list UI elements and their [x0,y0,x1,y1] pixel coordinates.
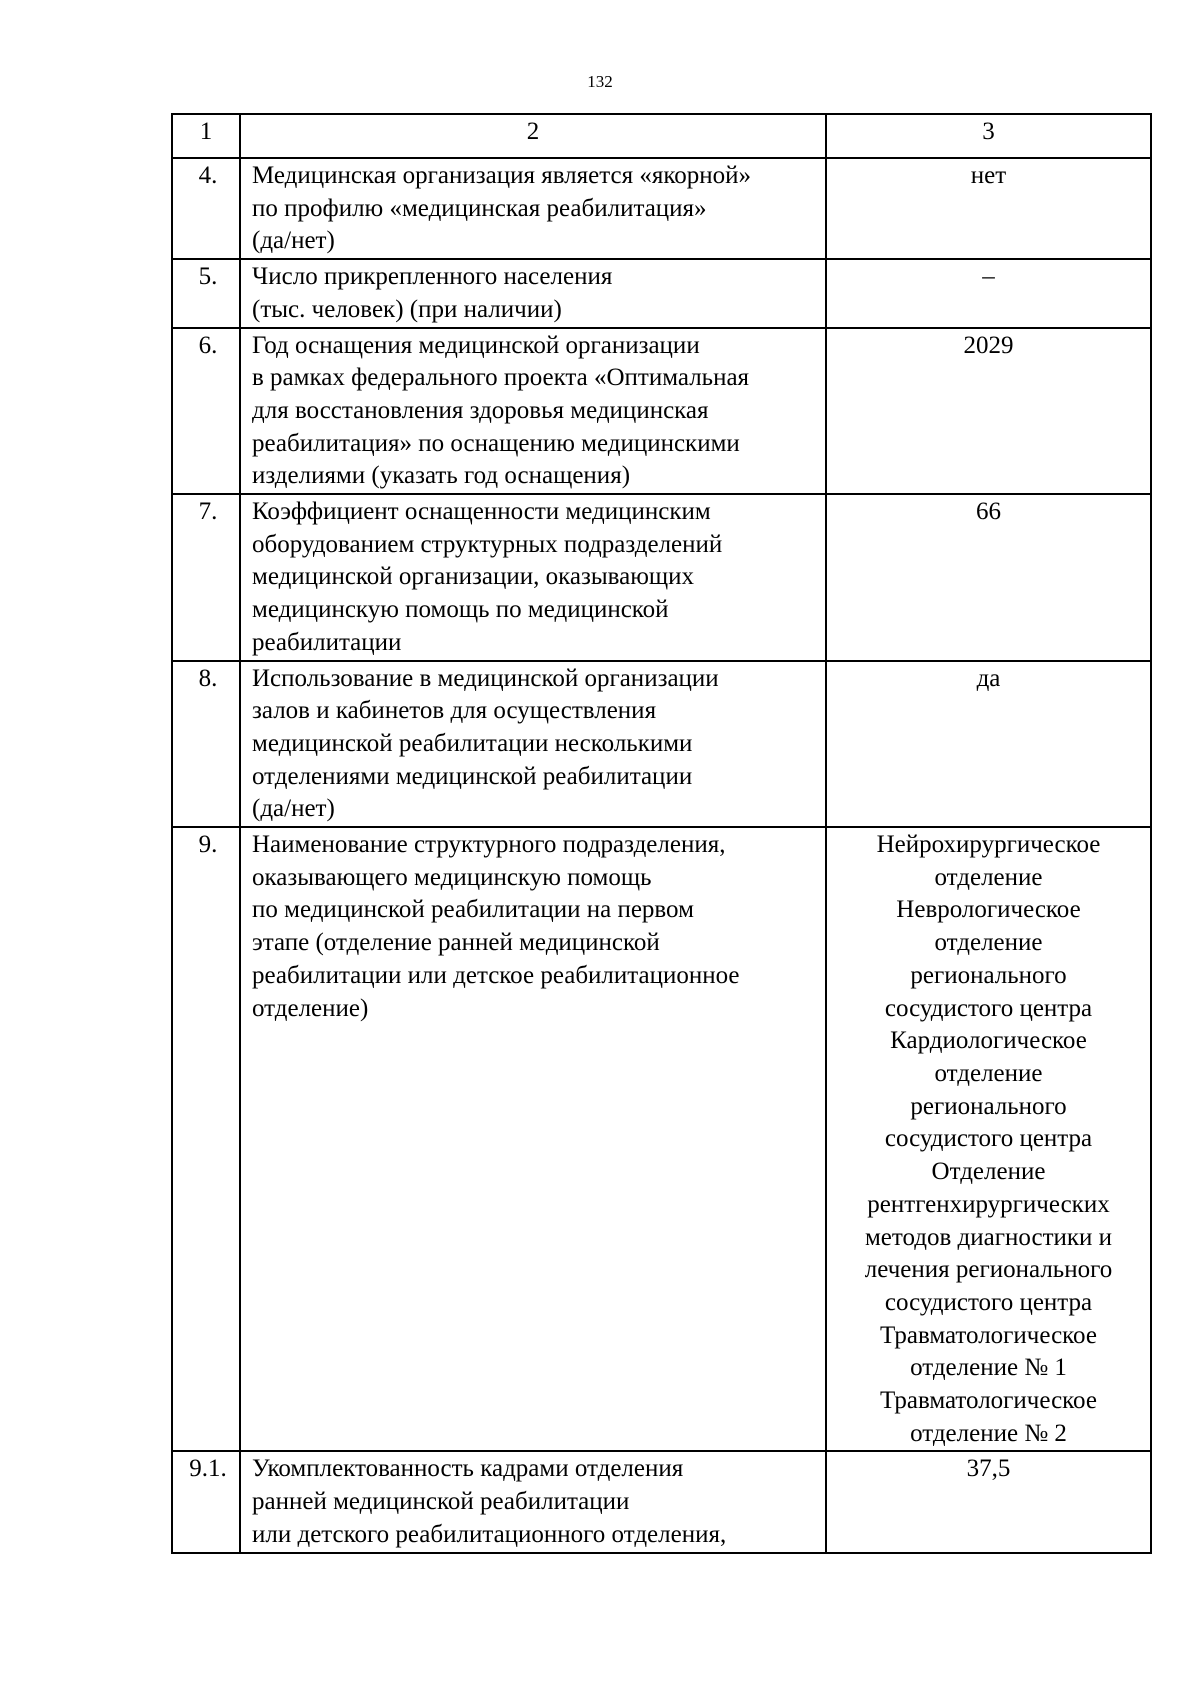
row-value [826,1451,1151,1552]
description-line: или детского реабилитационного отделения, [252,1520,727,1548]
table-row [172,328,1151,495]
row-description [240,328,826,495]
row-description [240,1451,826,1552]
description-line: медицинской организации, оказывающих [252,563,695,591]
row-number: 6. [172,328,240,495]
value-line: 37,5 [966,1455,1011,1483]
rehabilitation-table [171,113,1152,1554]
description-line: реабилитации или детское реабилитационное [252,961,740,989]
page-number: 132 [587,72,613,91]
description-line: медицинскую помощь по медицинской [252,596,669,624]
row-number: 7. [172,494,240,661]
description-line: оборудованием структурных подразделений [252,530,723,558]
value-line: отделение [934,929,1043,957]
value-line: регионального [910,1092,1067,1120]
value-line: лечения регионального [864,1256,1113,1284]
row-value [826,259,1151,327]
table-row [172,827,1151,1451]
description-line: (тыс. человек) (при наличии) [252,295,562,323]
description-line: для восстановления здоровья медицинская [252,396,709,424]
row-number: 9. [172,827,240,1451]
column-header-1: 1 [172,114,240,158]
description-line: Укомплектованность кадрами отделения [252,1455,684,1483]
value-line: рентгенхирургических [867,1190,1110,1218]
value-line: нет [970,162,1007,189]
column-header-3: 3 [826,114,1151,158]
value-line: Кардиологическое [890,1027,1087,1055]
row-value [826,661,1151,828]
description-line: (да/нет) [252,227,335,255]
row-number: 5. [172,259,240,327]
value-line: методов диагностики и [864,1223,1113,1251]
description-line: этапе (отделение ранней медицинской [252,929,660,957]
description-line: в рамках федерального проекта «Оптимальная [252,364,750,392]
table-row [172,259,1151,327]
description-line: Наименование структурного подразделения, [252,831,726,859]
value-line: Нейрохирургическое [876,831,1101,859]
description-line: медицинской реабилитации несколькими [252,729,693,757]
description-line: изделиями (указать год оснащения) [252,462,631,490]
value-line: Неврологическое [896,896,1081,924]
row-number: 9.1. [172,1451,240,1552]
description-line: Год оснащения медицинской организации [252,331,700,359]
value-line: да [976,664,1001,692]
description-line: реабилитация» по оснащению медицинскими [252,429,740,457]
row-description [240,827,826,1451]
description-line: залов и кабинетов для осуществления [252,697,657,725]
table-row [172,661,1151,828]
row-value [826,328,1151,495]
value-line: Травматологическое [880,1321,1097,1349]
value-line: отделение № 2 [910,1419,1067,1447]
value-line: Отделение [931,1158,1046,1186]
row-value [826,827,1151,1451]
table-row [172,158,1151,259]
row-value [826,494,1151,661]
description-line: Медицинская организация является «якорной» [252,162,751,189]
value-line: сосудистого центра [884,1125,1093,1153]
value-line: – [982,263,995,291]
description-line: Использование в медицинской организации [252,664,719,692]
description-line: (да/нет) [252,795,335,823]
description-line: по медицинской реабилитации на первом [252,896,694,924]
description-line: отделение) [252,994,369,1022]
value-line: отделение № 1 [910,1354,1067,1382]
row-number: 8. [172,661,240,828]
description-line: отделениями медицинской реабилитации [252,762,693,790]
value-line: отделение [934,1059,1043,1087]
description-line: реабилитации [252,628,402,656]
table-row [172,1451,1151,1552]
row-number: 4. [172,158,240,259]
row-description [240,259,826,327]
column-header-2: 2 [240,114,826,158]
row-value [826,158,1151,259]
value-line: 66 [976,498,1001,526]
row-description [240,494,826,661]
description-line: ранней медицинской реабилитации [252,1488,630,1516]
value-line: сосудистого центра [884,994,1093,1022]
value-line: 2029 [963,331,1014,359]
row-description [240,158,826,259]
row-description [240,661,826,828]
description-line: Коэффициент оснащенности медицинским [252,498,711,526]
table-row [172,494,1151,661]
description-line: по профилю «медицинская реабилитация» [252,194,707,222]
description-line: Число прикрепленного населения [252,263,613,291]
value-line: сосудистого центра [884,1288,1093,1316]
value-line: отделение [934,863,1043,891]
description-line: оказывающего медицинскую помощь [252,863,652,891]
table-header-row [172,114,1151,158]
value-line: Травматологическое [880,1387,1097,1415]
value-line: регионального [910,961,1067,989]
